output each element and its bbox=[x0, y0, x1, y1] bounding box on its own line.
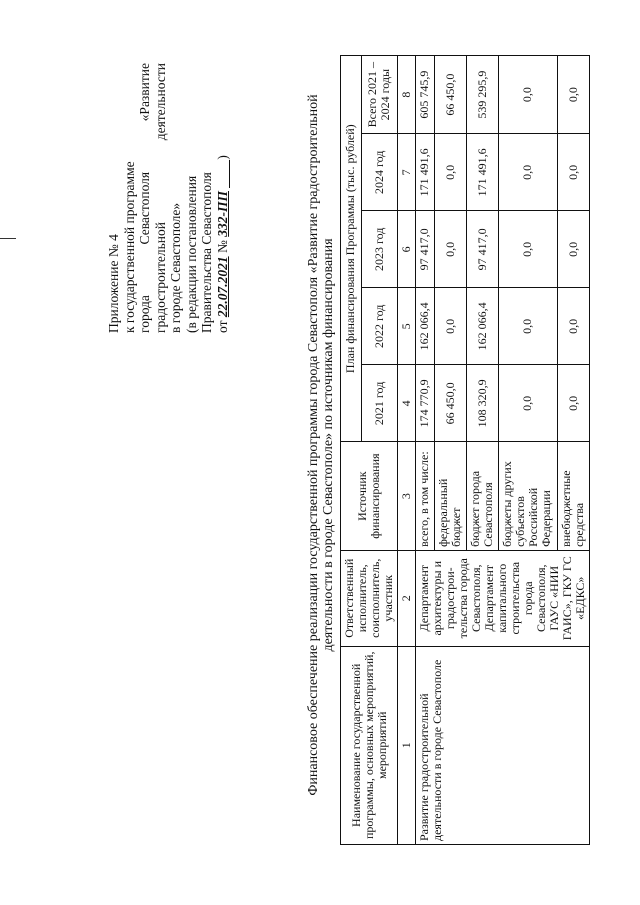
source: бюджет города Севастополя bbox=[466, 442, 498, 551]
header-year: 2024 год bbox=[361, 134, 397, 211]
value-cell: 108 320,9 bbox=[466, 365, 498, 442]
appendix-block bbox=[106, 63, 230, 333]
column-index: 3 bbox=[398, 442, 416, 551]
header-total: Всего 2021 – 2024 годы bbox=[361, 56, 397, 134]
value-cell: 0,0 bbox=[498, 365, 557, 442]
value-cell: 174 770,9 bbox=[416, 365, 435, 442]
header-year: 2022 год bbox=[361, 288, 397, 365]
resolution-date: 22.07.2021 bbox=[214, 256, 230, 318]
column-index: 2 bbox=[398, 550, 416, 646]
value-cell: 97 417,0 bbox=[416, 211, 435, 288]
value-cell: 97 417,0 bbox=[466, 211, 498, 288]
value-cell: 0,0 bbox=[434, 134, 466, 211]
value-cell: 0,0 bbox=[557, 134, 589, 211]
blank-line bbox=[229, 160, 230, 188]
column-index: 7 bbox=[398, 134, 416, 211]
appendix-line: города Севастополя «Развитие bbox=[137, 63, 152, 333]
value-cell: 66 450,0 bbox=[434, 56, 466, 134]
column-index: 6 bbox=[398, 211, 416, 288]
index-row bbox=[398, 56, 416, 845]
source: федеральный бюджет bbox=[434, 442, 466, 551]
column-index: 4 bbox=[398, 365, 416, 442]
header-plan: План финансирования Программы (тыс. рублей) bbox=[341, 56, 362, 442]
appendix-line: к государственной программе bbox=[121, 161, 137, 333]
header-name: Наименование государственной программы, основных мероприятий, мероприятий bbox=[341, 646, 398, 844]
source: внебюджетные средства bbox=[557, 442, 589, 551]
title-line: деятельности в городе Севастополе» по источникам финансирования bbox=[321, 238, 336, 652]
source: бюджеты других субъектов Российской Федерации bbox=[498, 442, 557, 551]
resolution-reference: от 22.07.2021 № 332-ПП ) bbox=[214, 155, 230, 333]
appendix-line: (в редакции постановления bbox=[183, 175, 199, 333]
header-year: 2021 год bbox=[361, 365, 397, 442]
appendix-number: Приложение № 4 bbox=[106, 234, 121, 333]
value-cell: 0,0 bbox=[557, 365, 589, 442]
value-cell: 66 450,0 bbox=[434, 365, 466, 442]
header-executor: Ответственный исполнитель, соисполнитель, участник bbox=[341, 550, 398, 646]
document-title bbox=[306, 45, 336, 845]
column-index: 8 bbox=[398, 56, 416, 134]
value-cell: 0,0 bbox=[434, 211, 466, 288]
title-line: Финансовое обеспечение реализации государственной программы города Севастополя «Развитие градостроительной bbox=[306, 94, 321, 796]
appendix-line: градостроительной деятельности bbox=[152, 63, 168, 333]
value-cell: 0,0 bbox=[498, 288, 557, 365]
appendix-line: Правительства Севастополя bbox=[199, 172, 214, 333]
value-cell: 0,0 bbox=[434, 288, 466, 365]
value-cell: 0,0 bbox=[557, 211, 589, 288]
value-cell: 171 491,6 bbox=[416, 134, 435, 211]
column-index: 5 bbox=[398, 288, 416, 365]
executor: Департамент архитектуры и градострои-тельства города Севастополя, Департамент капитального строительства города Севастополя, ГАУС «НИИ ГАИС», ГКУ ГС «ЕДКС» bbox=[416, 550, 590, 646]
table-row bbox=[416, 56, 435, 845]
value-cell: 162 066,4 bbox=[466, 288, 498, 365]
resolution-number: 332-ПП bbox=[214, 191, 230, 237]
program-name: Развитие градостроительной деятельности в городе Севастополе bbox=[416, 646, 590, 844]
value-cell: 0,0 bbox=[498, 56, 557, 134]
value-cell: 171 491,6 bbox=[466, 134, 498, 211]
value-cell: 0,0 bbox=[557, 56, 589, 134]
header-source: Источник финансирования bbox=[341, 442, 398, 551]
value-cell: 605 745,9 bbox=[416, 56, 435, 134]
value-cell: 0,0 bbox=[498, 211, 557, 288]
source: всего, в том числе: bbox=[416, 442, 435, 551]
value-cell: 162 066,4 bbox=[416, 288, 435, 365]
financing-table bbox=[340, 55, 590, 845]
header-year: 2023 год bbox=[361, 211, 397, 288]
value-cell: 0,0 bbox=[557, 288, 589, 365]
value-cell: 0,0 bbox=[498, 134, 557, 211]
appendix-line: в городе Севастополе» bbox=[168, 202, 183, 333]
column-index: 1 bbox=[398, 646, 416, 844]
value-cell: 539 295,9 bbox=[466, 56, 498, 134]
